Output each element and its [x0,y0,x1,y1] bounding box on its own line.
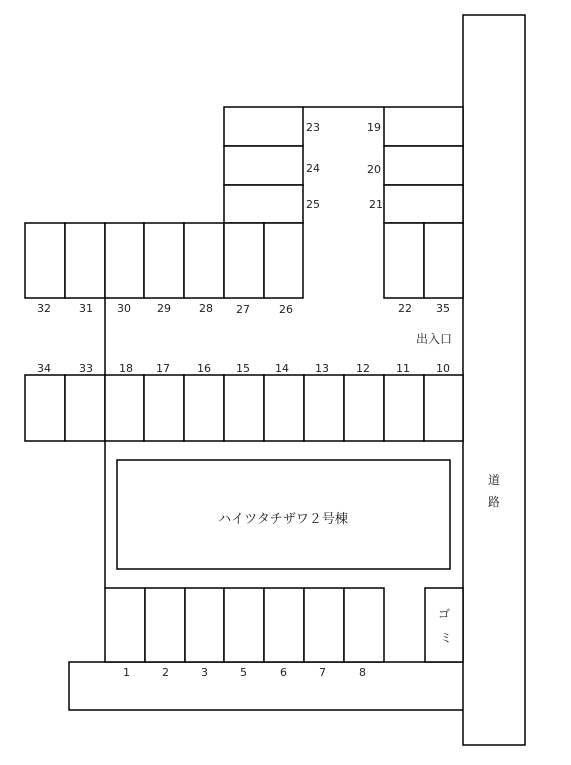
space-number-1: 1 [123,666,130,679]
building-label: ハイツタチザワ２号棟 [218,512,348,527]
space-number-12: 12 [356,362,370,375]
parking-space [384,223,424,298]
space-number-5: 5 [240,666,247,679]
space-number-24: 24 [306,162,320,175]
parking-space [344,375,384,441]
parking-space [65,375,105,441]
space-number-3: 3 [201,666,208,679]
space-number-13: 13 [315,362,329,375]
space-number-26: 26 [279,303,293,316]
parking-space [264,588,304,662]
space-number-10: 10 [436,362,450,375]
parking-space [105,375,144,441]
parking-space [224,146,303,185]
space-number-16: 16 [197,362,211,375]
space-number-20: 20 [367,163,381,176]
parking-space [145,588,185,662]
parking-space [384,107,463,146]
road [463,15,525,745]
parking-space [304,375,344,441]
parking-space [264,223,303,298]
space-number-34: 34 [37,362,51,375]
garbage-area [425,588,463,662]
parking-space [184,375,224,441]
parking-space [185,588,224,662]
parking-space [304,588,344,662]
space-number-27: 27 [236,303,250,316]
parking-space [224,588,264,662]
space-number-11: 11 [396,362,410,375]
space-number-21: 21 [369,198,383,211]
parking-space [384,185,463,223]
space-number-18: 18 [119,362,133,375]
space-number-7: 7 [319,666,326,679]
parking-space [65,223,105,298]
garbage-label-2: ミ [440,631,453,645]
space-number-14: 14 [275,362,289,375]
space-number-29: 29 [157,302,171,315]
garbage-label-1: ゴ [438,607,451,621]
space-number-28: 28 [199,302,213,315]
parking-space [384,146,463,185]
space-number-23: 23 [306,121,320,134]
parking-space [224,375,264,441]
road-label-1: 道 [488,473,501,487]
parking-space [105,588,145,662]
parking-space [264,375,304,441]
space-number-32: 32 [37,302,51,315]
parking-space [424,375,463,441]
space-number-15: 15 [236,362,250,375]
parking-space [224,107,303,146]
entrance-label: 出入口 [416,332,453,346]
space-number-33: 33 [79,362,93,375]
space-number-19: 19 [367,121,381,134]
parking-space [25,223,65,298]
parking-space [344,588,384,662]
parking-space [424,223,463,298]
parking-space [384,375,424,441]
space-number-31: 31 [79,302,93,315]
space-number-22: 22 [398,302,412,315]
space-number-35: 35 [436,302,450,315]
road-label-2: 路 [488,495,501,509]
space-number-2: 2 [162,666,169,679]
space-number-6: 6 [280,666,287,679]
parking-space [224,185,303,223]
space-number-25: 25 [306,198,320,211]
parking-space [144,375,184,441]
parking-space [25,375,65,441]
space-number-30: 30 [117,302,131,315]
parking-space [105,223,144,298]
space-number-17: 17 [156,362,170,375]
parking-space [224,223,264,298]
space-number-8: 8 [359,666,366,679]
parking-space [144,223,184,298]
parking-space [184,223,224,298]
